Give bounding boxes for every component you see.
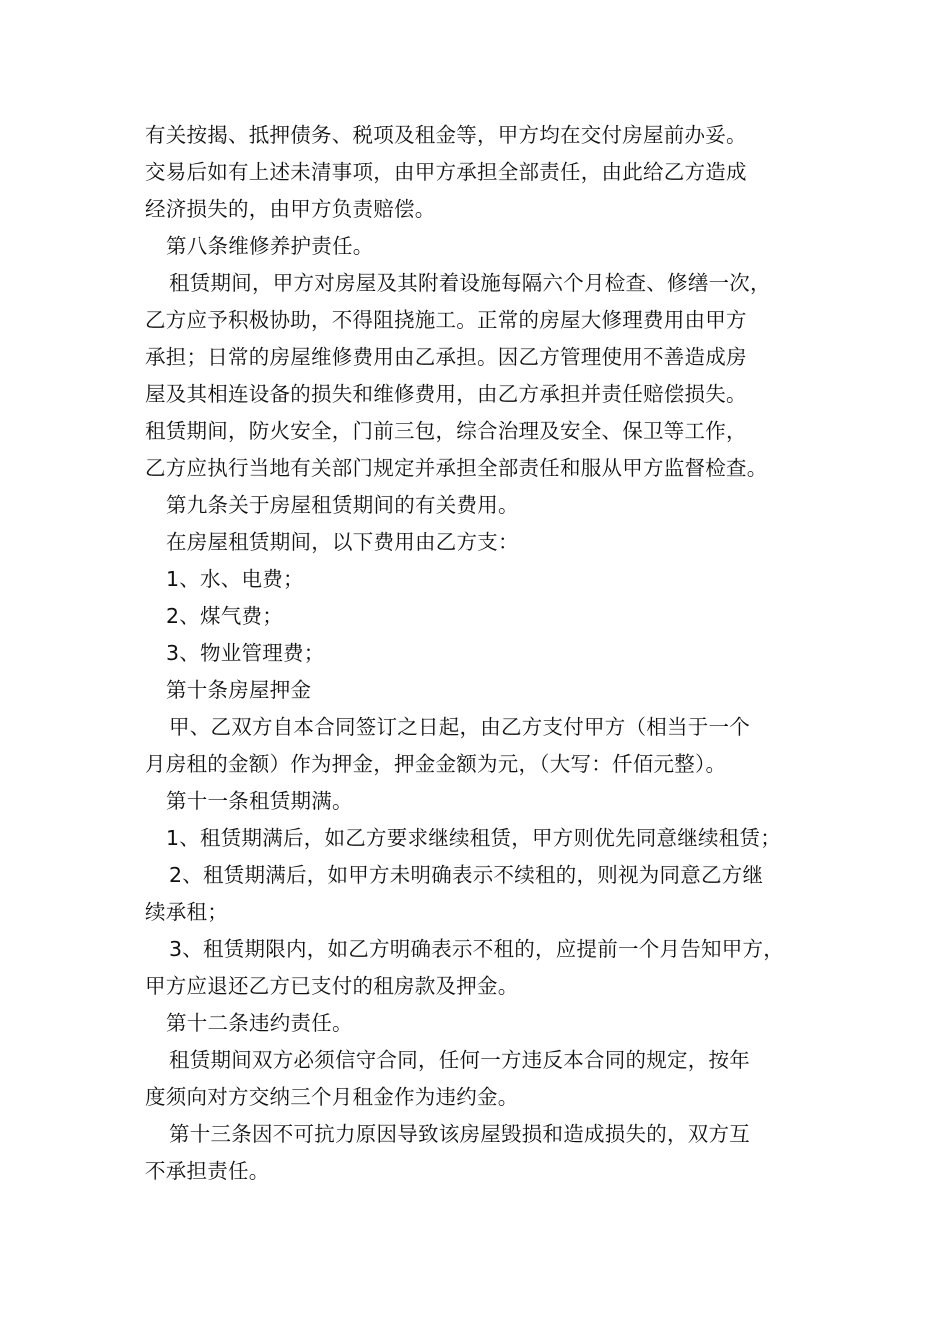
text-line: 3、租赁期限内，如乙方明确表示不租的，应提前一个月告知甲方， bbox=[169, 937, 785, 961]
text-line: 乙方应执行当地有关部门规定并承担全部责任和服从甲方监督检查。 bbox=[145, 456, 768, 480]
text-line: 有关按揭、抵押债务、税项及租金等，甲方均在交付房屋前办妥。 bbox=[145, 123, 747, 147]
text-line: 乙方应予积极协助，不得阻挠施工。正常的房屋大修理费用由甲方 bbox=[145, 308, 747, 332]
text-line: 在房屋租赁期间，以下费用由乙方支： bbox=[166, 530, 519, 554]
text-line: 第八条维修养护责任。 bbox=[166, 234, 374, 258]
text-line: 租赁期间，防火安全，门前三包，综合治理及安全、保卫等工作， bbox=[145, 419, 747, 443]
text-line: 续承租； bbox=[145, 900, 228, 924]
text-line: 甲方应退还乙方已支付的租房款及押金。 bbox=[145, 974, 519, 998]
text-line: 2、租赁期满后，如甲方未明确表示不续租的，则视为同意乙方继 bbox=[169, 863, 764, 887]
text-line: 第九条关于房屋租赁期间的有关费用。 bbox=[166, 493, 519, 517]
text-line: 租赁期间双方必须信守合同，任何一方违反本合同的规定，按年 bbox=[169, 1048, 750, 1072]
text-line: 月房租的金额）作为押金，押金金额为元，（大写：仟佰元整）。 bbox=[145, 752, 727, 776]
text-line: 甲、乙双方自本合同签订之日起，由乙方支付甲方（相当于一个 bbox=[169, 715, 750, 739]
document-body bbox=[145, 117, 825, 1190]
text-line: 第十条房屋押金 bbox=[166, 678, 312, 702]
text-line: 1、租赁期满后，如乙方要求继续租赁，甲方则优先同意继续租赁； bbox=[166, 826, 782, 850]
text-line: 不承担责任。 bbox=[145, 1159, 270, 1183]
text-line: 第十三条因不可抗力原因导致该房屋毁损和造成损失的，双方互 bbox=[169, 1122, 750, 1146]
text-line: 经济损失的，由甲方负责赔偿。 bbox=[145, 197, 436, 221]
text-line: 屋及其相连设备的损失和维修费用，由乙方承担并责任赔偿损失。 bbox=[145, 382, 747, 406]
text-line: 租赁期间，甲方对房屋及其附着设施每隔六个月检查、修缮一次， bbox=[169, 271, 771, 295]
text-line: 第十二条违约责任。 bbox=[166, 1011, 353, 1035]
text-line: 第十一条租赁期满。 bbox=[166, 789, 353, 813]
text-line: 1、水、电费； bbox=[166, 567, 304, 591]
text-line: 交易后如有上述未清事项，由甲方承担全部责任，由此给乙方造成 bbox=[145, 160, 747, 184]
text-line: 度须向对方交纳三个月租金作为违约金。 bbox=[145, 1085, 519, 1109]
text-line: 承担；日常的房屋维修费用由乙承担。因乙方管理使用不善造成房 bbox=[145, 345, 747, 369]
text-line: 2、煤气费； bbox=[166, 604, 284, 628]
text-line: 3、物业管理费； bbox=[166, 641, 325, 665]
